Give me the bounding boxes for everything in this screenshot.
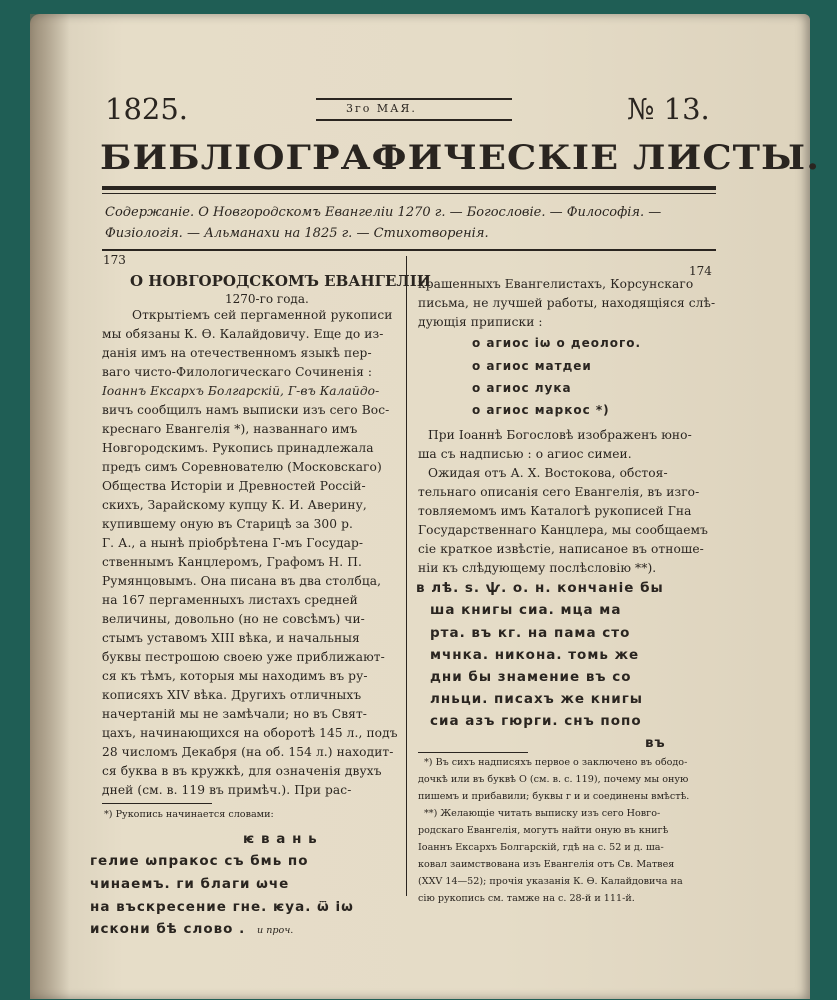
left-line: дней (см. в. 119 въ примѣч.). При рас- [102,783,352,797]
right-line: тельнаго описанiя сего Евангелiя, въ изго- [418,485,700,499]
left-line: данiя имъ на отечественномъ языкѣ пер- [102,346,372,360]
colophon-line: мчнка. никона. томь же [430,647,640,663]
right-line: сiе краткое извѣстiе, напиcаное въ отноше- [418,542,704,556]
right-footnote-line: сiю рукопись см. тамже на с. 28-й и 111-й. [418,893,635,904]
left-footnote-rule [102,803,212,804]
inscription-line: о агиос iѡ о деолого. [472,336,642,350]
slavonic-line: чинаемъ. ги благи ѡче [90,876,290,892]
issue-number: № 13. [627,92,710,126]
right-line: товляемомъ имъ Каталогѣ рукописей Гна [418,504,692,518]
slavonic-line: гелие ѡпракос съ бмь по [90,853,309,869]
left-line: вичъ сообщилъ намъ выписки изъ сего Вос- [102,403,390,417]
date-rule-bottom [316,119,512,121]
slavonic-line: на въскресение гне. ѥуа. ѿ iѡ [90,899,354,915]
inscription-line: о агиос матдеи [472,359,592,373]
left-line: креснаго Евангелiя *), названнаго имъ [102,422,358,436]
colophon-line: ша книгы сиа. мца ма [430,602,622,618]
right-footnote-rule [418,752,528,753]
article-subheading: 1270-го года. [225,292,309,306]
colophon-line: рта. въ кг. на пама сто [430,625,631,641]
colophon-line: дни бы знамение въ со [430,669,632,685]
left-line: величины, довольно (но не совсѣмъ) чи- [102,612,365,626]
right-line: нiи къ слѣдующему послѣсловiю **). [418,561,657,575]
masthead-rule-thick [102,186,716,190]
right-footnote-line: Iоаннъ Ексархъ Болгарскiй, гдѣ на с. 52 и д. ша- [418,842,664,853]
left-line: ся буква в въ кружкѣ, для означенiя двухъ [102,764,382,778]
left-line: мы обязаны К. Ө. Калайдовичу. Еще до из- [102,327,384,341]
right-footnote-line: *) Въ сихъ надписяхъ первое о заключено въ ободо- [424,757,688,768]
colophon-line: лньци. писахъ же книгы [430,691,643,707]
right-line: крашенныхъ Евангелистахъ, Корсунскаго [418,277,694,291]
left-line: буквы пестрошою своею уже приближают- [102,650,385,664]
left-line: цахъ, начинающихся на оборотѣ 145 л., подъ [102,726,398,740]
right-line: дующiя приписки : [418,315,543,329]
right-page-number: 174 [689,264,712,278]
left-footnote: *) Рукопись начинается словами: [104,809,274,820]
right-footnote-line: (XXV 14—52); прочiя указанiя К. Ө. Калайдовича на [418,876,683,887]
contents-line-1: Содержанiе. О Новгородскомъ Евангелiи 1270 г. — Богословiе. — Философiя. — [105,205,662,220]
left-line: 28 числомъ Декабря (на об. 154 л.) находит- [102,745,394,759]
right-footnote-line: родскаго Евангелiя, могутъ найти оную въ книгѣ [418,825,669,836]
left-line: Г. А., а нынѣ прiобрѣтена Г-мъ Государ- [102,536,364,550]
left-line: ственнымъ Канцлеромъ, Графомъ Н. П. [102,555,362,569]
right-footnote-line: пишемъ и прибавили; буквы г и и соединены вмѣстѣ. [418,791,690,802]
right-line: ша съ надписью : о агиос симеи. [418,447,632,461]
slavonic-etc: и проч. [257,925,294,936]
masthead-rule-thin [102,193,716,194]
contents-rule [102,249,716,251]
colophon-line: сиа азъ гюрги. снъ попо [430,713,642,729]
right-line: письма, не лучшей работы, находящiяся слѣ- [418,296,716,310]
right-line: При Iоаннѣ Богословѣ изображенъ юно- [428,428,692,442]
right-footnote-line: **) Желающiе читать выписку изъ сего Новго- [424,808,661,819]
date-rule-top [316,98,512,100]
right-line: Ожидая отъ А. Х. Востокова, обстоя- [428,466,668,480]
right-line: Государственнаго Канцлера, мы сообщаемъ [418,523,708,537]
column-divider [406,256,407,896]
issue-date: 3го МАЯ. [346,102,417,115]
left-page-number: 173 [103,253,126,267]
right-footnote-line: дочкѣ или въ буквѣ О (см. в. с. 119), почему мы оную [418,774,689,785]
left-line: предъ симъ Соревнователю (Московскаго) [102,460,382,474]
left-line: Новгородскимъ. Рукопись принадлежала [102,441,374,455]
left-line: Румянцовымъ. Она писана въ два столбца, [102,574,382,588]
inscription-line: о агиос маркос *) [472,403,610,417]
left-line: ся къ тѣмъ, которыя мы находимъ въ ру- [102,669,368,683]
article-heading: О НОВГОРОДСКОМЪ ЕВАНГЕЛIИ [130,272,431,290]
colophon-line: въ [645,735,666,751]
left-line: Открытiемъ сей пергаменной рукописи [132,308,393,322]
left-line: Общества Исторiи и Древностей Россiй- [102,479,366,493]
left-line: купившему оную въ Старицѣ за 300 р. [102,517,353,531]
left-line: начертанiй мы не замѣчали; но въ Свят- [102,707,368,721]
inscription-line: о агиос лука [472,381,572,395]
left-line: на 167 пергаменныхъ листахъ средней [102,593,358,607]
left-line: скихъ, Зарайскому купцу К. И. Аверину, [102,498,367,512]
left-line: стымъ уставомъ XIII вѣка, и начальныя [102,631,360,645]
right-footnote-line: ковал заимствована изъ Евангелiя отъ Св. Матвея [418,859,675,870]
colophon-line: в лѣ. ѕ. ѱ. о. н. кончанiе бы [416,580,664,596]
masthead-title: БИБЛIОГРАФИЧЕСКIЕ ЛИСТЫ. [100,138,821,178]
contents-line-2: Физiологiя. — Альманахи на 1825 г. — Стихотворенiя. [105,226,489,241]
left-line: кописяхъ XIV вѣка. Другихъ отличныхъ [102,688,362,702]
slavonic-line: искони бѣ слово . [90,921,246,937]
issue-year: 1825. [105,92,189,126]
left-line: Iоаннъ Ексархъ Болгарскiй, Г-въ Калайдо- [102,384,380,398]
left-line: ваго чисто-Филологическаго Сочиненiя : [102,365,373,379]
slavonic-line: ѥ в а н ь [243,831,318,847]
